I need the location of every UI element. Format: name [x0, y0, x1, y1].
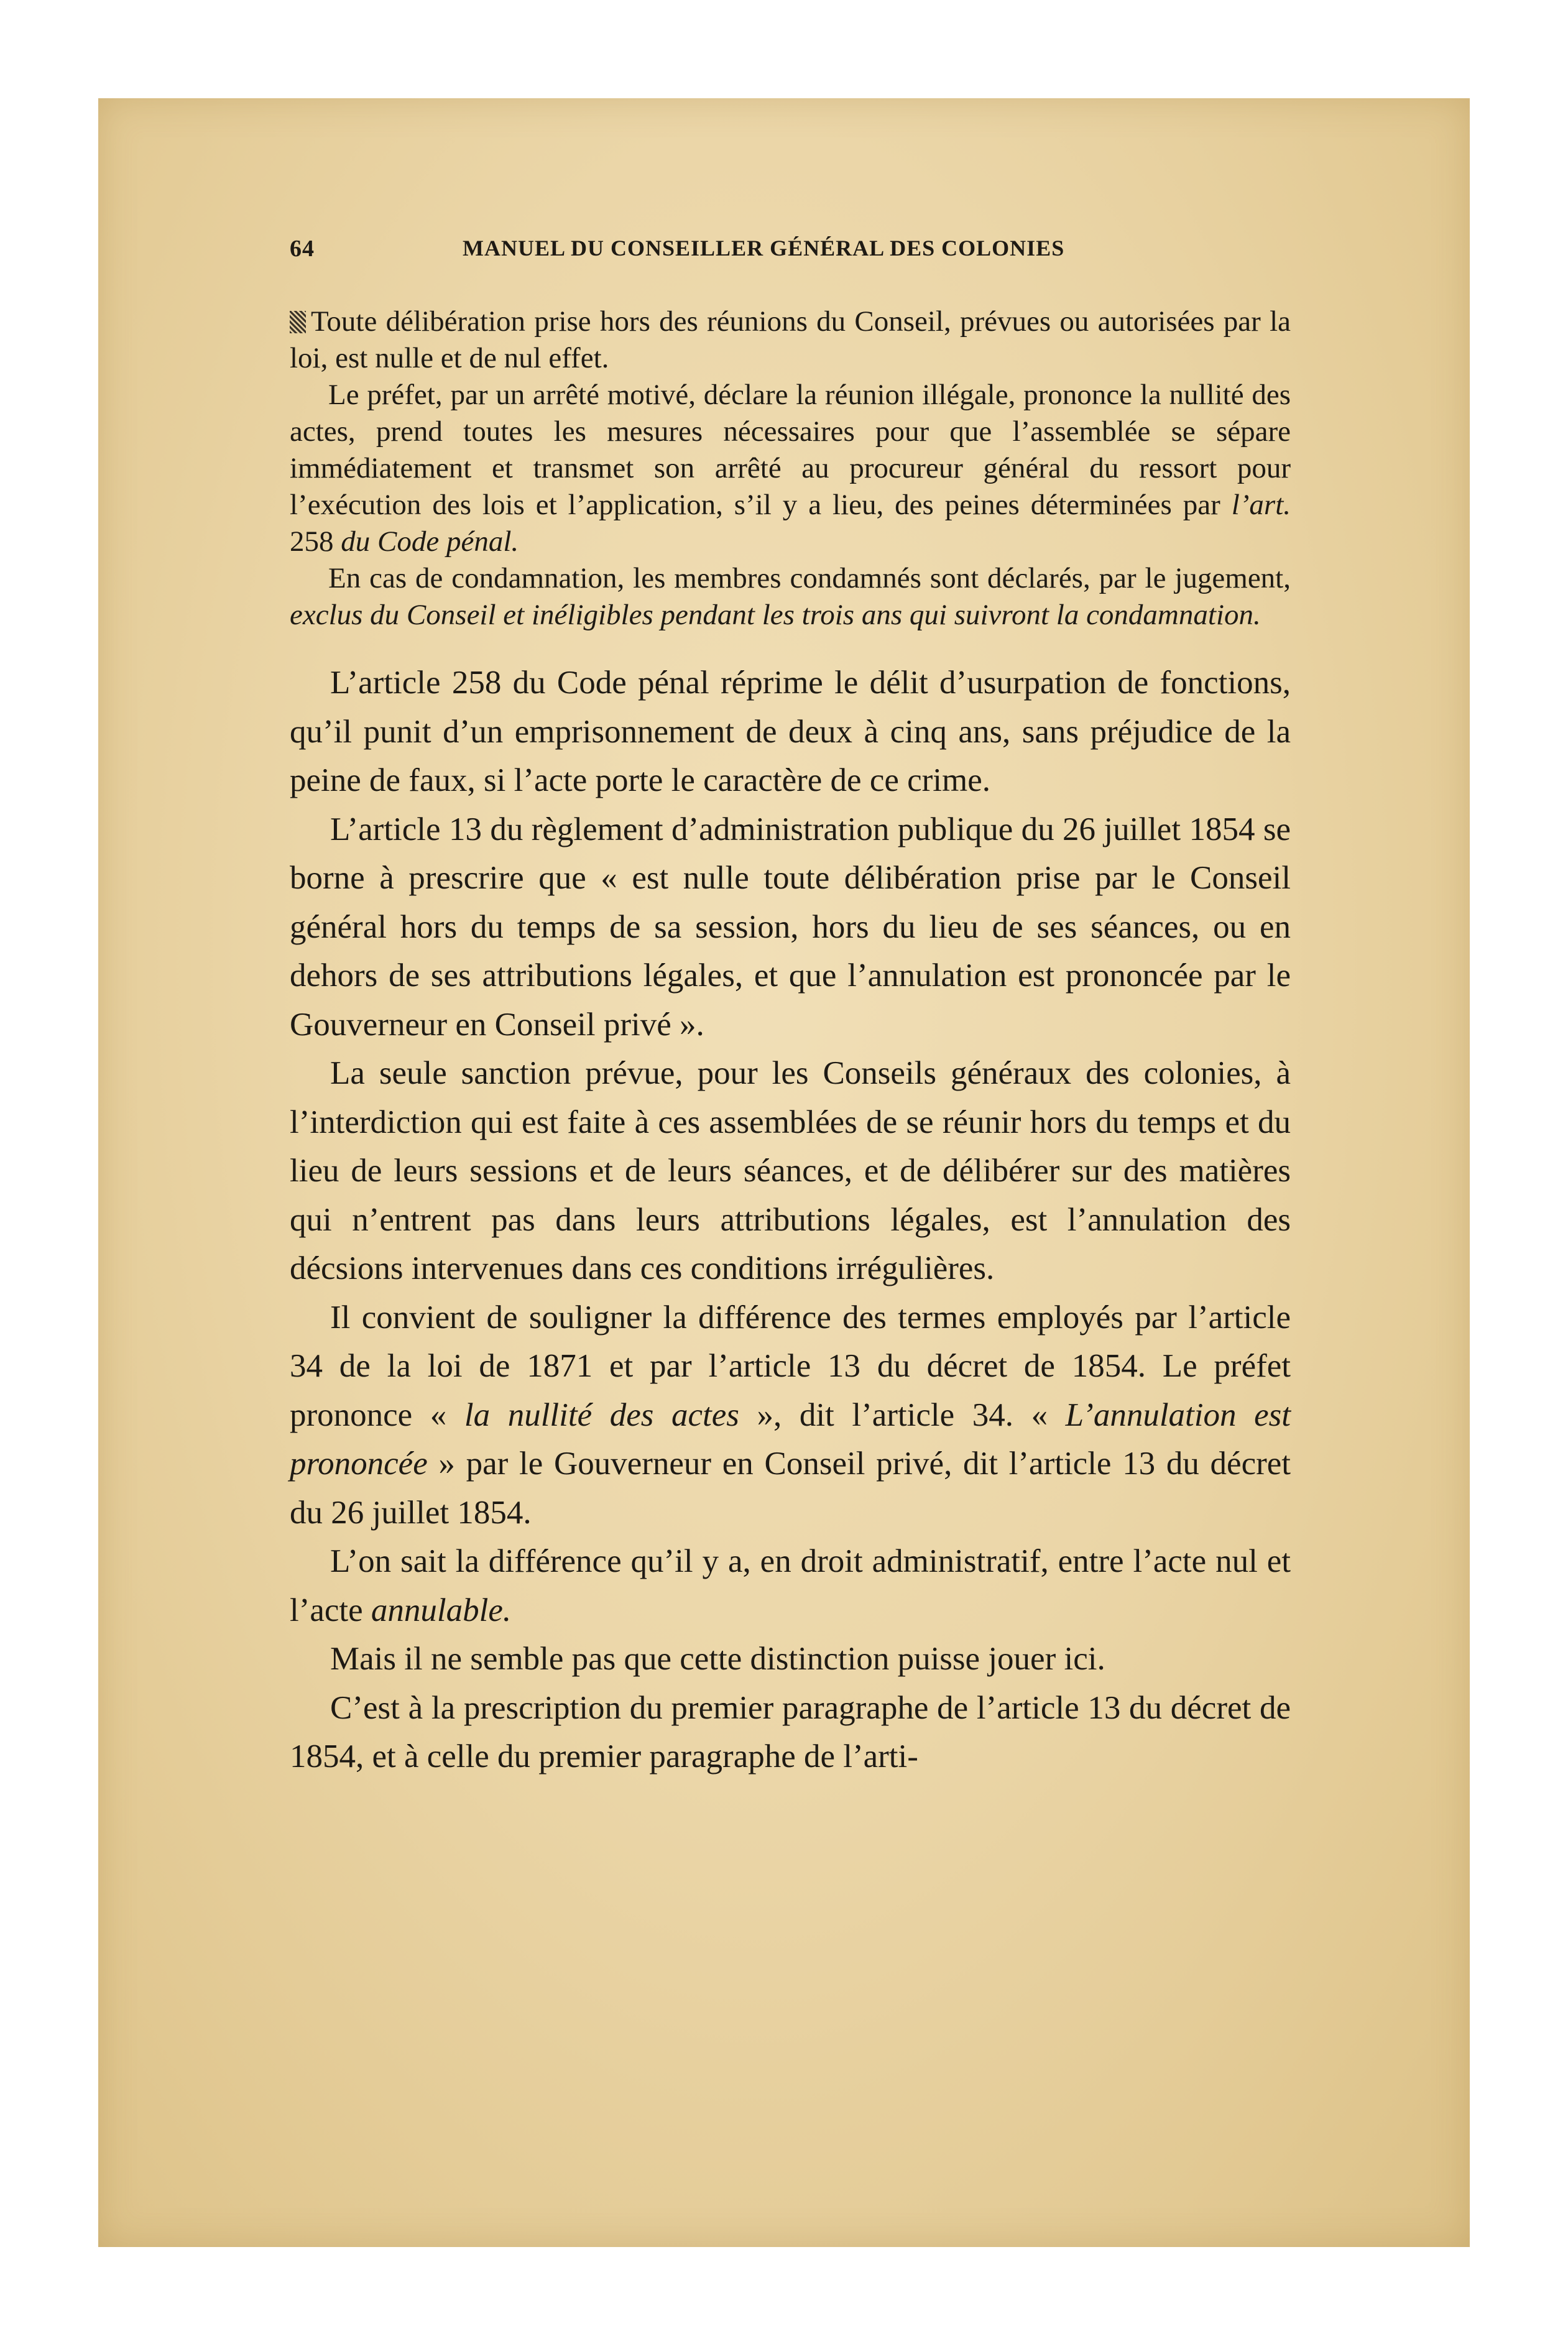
body-paragraph-6: Mais il ne semble pas que cette distinction puisse jouer ici.: [330, 1641, 1105, 1677]
commentary-text: [290, 658, 1291, 1781]
printer-ornament-icon: [290, 311, 306, 333]
running-header: [290, 235, 1291, 272]
body-paragraph-2: L’article 13 du règlement d’administration publique du 26 juillet 1854 se borne à prescrire que « est nulle toute délibération prise par le Conseil général hors du temps de sa session, hors du lieu de ses séances, ou en dehors de ses attributions légales, et que l’annulation est prononcée par le Gouverneur en Conseil privé ».: [290, 811, 1291, 1043]
body-paragraph-3: La seule sanction prévue, pour les Conseils généraux des colonies, à l’interdiction qui est faite à ces assemblées de se réunir hors du temps et du lieu de leurs sessions et de leurs séances, et de délibérer sur des matières qui n’entrent pas dans leurs attributions légales, est l’annulation des décsions intervenues dans ces conditions irrégulières.: [290, 1055, 1291, 1286]
page-number: 64: [290, 236, 315, 262]
page-text-block: [290, 235, 1291, 1781]
body-paragraph-7: C’est à la prescription du premier paragraphe de l’article 13 du décret de 1854, et à celle du premier paragraphe de l’arti-: [290, 1689, 1291, 1774]
quoted-paragraph-2: Le préfet, par un arrêté motivé, déclare la réunion illégale, prononce la nullité des actes, prend toutes les mesures nécessaires pour que l’assemblée se sépare immédiatement et transmet son arrêté au procureur général du ressort pour l’exécution des lois et l’application, s’il y a lieu, des peines déterminées par l’art. 258 du Code pénal.: [290, 379, 1291, 558]
body-paragraph-1: L’article 258 du Code pénal réprime le délit d’usurpation de fonctions, qu’il punit d’un emprisonnement de deux à cinq ans, sans préjudice de la peine de faux, si l’acte porte le caractère de ce crime.: [290, 665, 1291, 798]
body-paragraph-5: L’on sait la différence qu’il y a, en droit administratif, entre l’acte nul et l’acte annulable.: [290, 1543, 1291, 1628]
scanned-page: [98, 98, 1470, 2247]
quoted-law-text: [290, 303, 1291, 634]
body-paragraph-4: Il convient de souligner la différence des termes employés par l’article 34 de la loi de 1871 et par l’article 13 du décret de 1854. Le préfet prononce « la nullité des actes », dit l’article 34. « L’annulation est prononcée » par le Gouverneur en Conseil privé, dit l’article 13 du décret du 26 juillet 1854.: [290, 1299, 1291, 1531]
quoted-paragraph-1: Toute délibération prise hors des réunions du Conseil, prévues ou autorisées par la loi, est nulle et de nul effet.: [290, 305, 1291, 374]
quoted-paragraph-3: En cas de condamnation, les membres condamnés sont déclarés, par le jugement, exclus du Conseil et inéligibles pendant les trois ans qui suivront la condamnation.: [290, 562, 1291, 631]
running-title: MANUEL DU CONSEILLER GÉNÉRAL DES COLONIES: [463, 236, 1065, 261]
